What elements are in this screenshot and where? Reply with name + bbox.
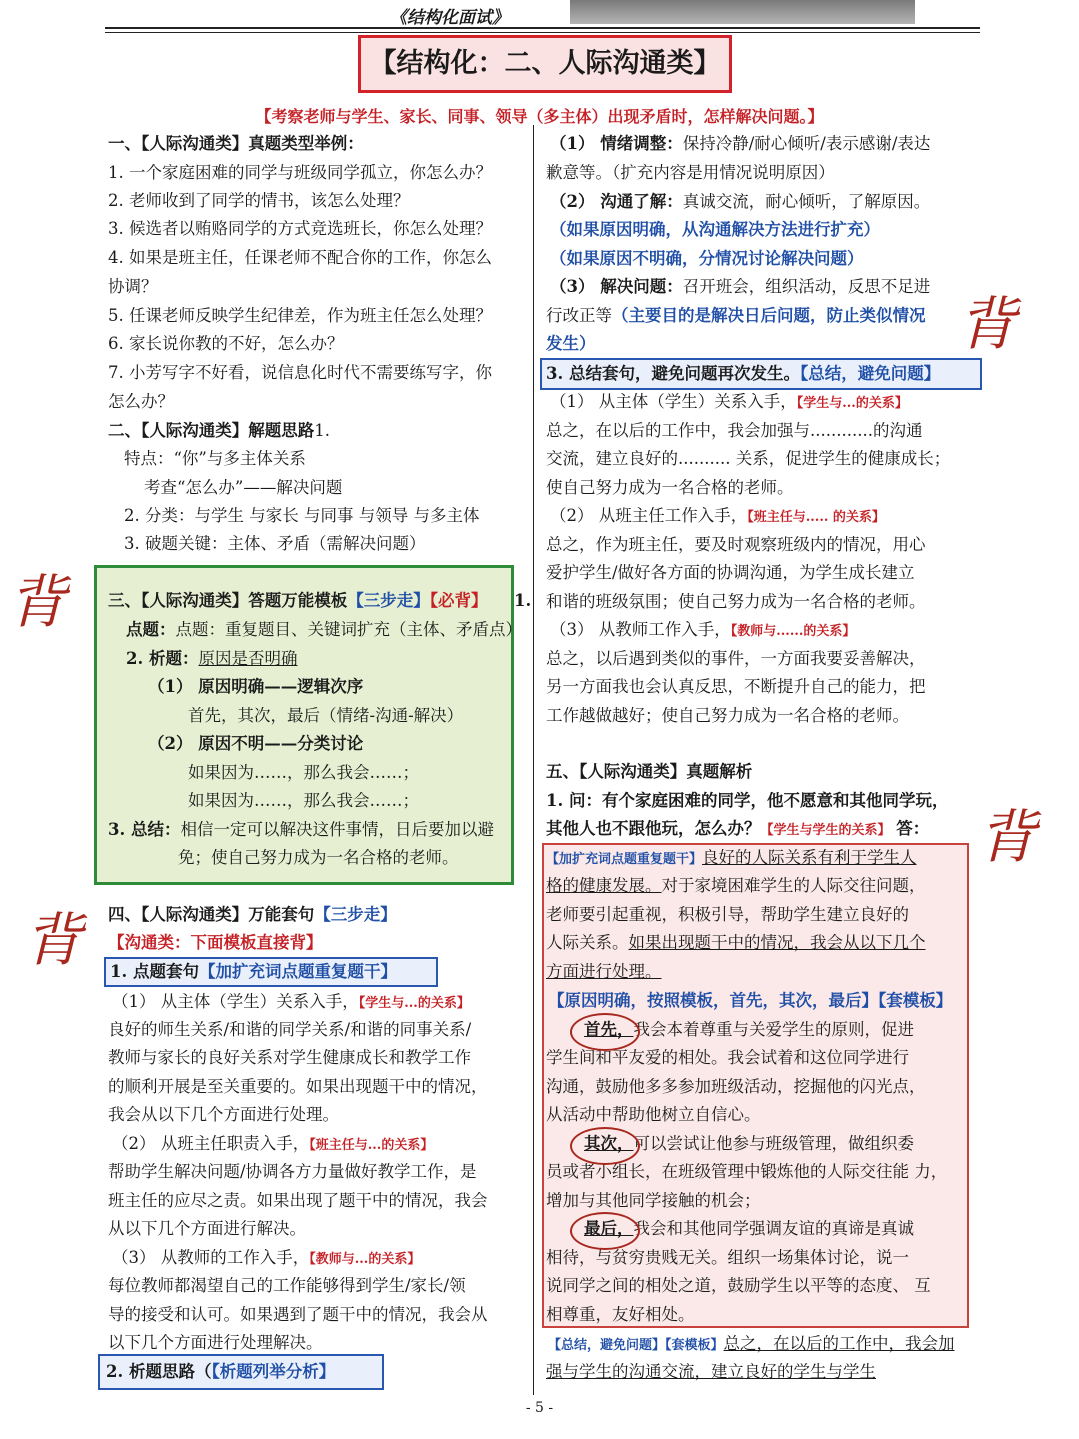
template-line: （2） 原因不明——分类讨论 — [148, 734, 364, 753]
page-title: 【结构化：二、人际沟通类】 — [358, 35, 732, 93]
page-number: - 5 - — [525, 1400, 554, 1416]
analysis-label: 2. 析题思路（【析题列举分析】 — [106, 1362, 336, 1381]
template-line: 点题：点题：重复题目、关键词扩充（主体、矛盾点） — [126, 620, 522, 639]
list-item: 2. 老师收到了同学的情书，该怎么处理？ — [108, 191, 410, 210]
para-line: 良好的师生关系/和谐的同学关系/和谐的同事关系/ — [108, 1020, 472, 1039]
answer-tag-line: 【原因明确，按照模板，首先，其次，最后】【套模板】 — [548, 991, 953, 1010]
point-sentence-label: 1. 点题套句【加扩充词点题重复题干】 — [110, 962, 397, 981]
section-3-title: 三、【人际沟通类】答题万能模板【三步走】【必背】 — [108, 591, 488, 610]
template-line: 免；使自己努力成为一名合格的老师。 — [178, 848, 459, 867]
template-line: 3. 总结：相信一定可以解决这件事情，日后要加以避 — [108, 820, 494, 839]
list-item: 7. 小芳写字不好看，说信息化时代不需要练写字，你 — [108, 363, 492, 382]
para-line: 我会从以下几个方面进行处理。 — [108, 1105, 339, 1124]
para-head: （3） 从教师的工作入手，【教师与...的关系】 — [112, 1248, 421, 1267]
para-line: 教师与家长的良好关系对学生健康成长和教学工作 — [108, 1048, 471, 1067]
step-line: 发生） — [546, 334, 596, 353]
handwritten-bei-mark: 背 — [24, 906, 83, 974]
step-line: 歉意等。（扩充内容是用情况说明原因） — [546, 163, 835, 182]
para-line: 每位教师都渴望自己的工作能够得到学生/家长/领 — [108, 1276, 466, 1295]
handwritten-circle — [570, 1127, 640, 1165]
handwritten-bei-mark: 背 — [8, 568, 67, 636]
answer-line: 【加扩充词点题重复题干】良好的人际关系有利于学生人 — [546, 848, 917, 867]
list-item: 协调？ — [108, 277, 158, 296]
template-line: 如果因为……，那么我会……； — [188, 763, 419, 782]
handwritten-bei-mark: 背 — [978, 803, 1037, 871]
section-2-line: 特点：“你”与多主体关系 — [124, 449, 306, 468]
handwritten-circle — [570, 1013, 640, 1051]
para-line: 从以下几个方面进行解决。 — [108, 1219, 306, 1238]
step-line: （如果原因不明确，分情况讨论解决问题） — [550, 249, 864, 268]
header-rule — [105, 27, 980, 33]
section-3-num: 1. — [514, 591, 532, 610]
answer-line: 首先，我会本着尊重与关爱学生的原则，促进 — [584, 1020, 914, 1039]
answer-line: 从活动中帮助他树立自信心。 — [546, 1105, 761, 1124]
step-line: 行改正等（主要目的是解决日后问题，防止类似情况 — [546, 306, 926, 325]
list-item: 6. 家长说你教的不好，怎么办？ — [108, 334, 344, 353]
template-line: 2. 析题：原因是否明确 — [126, 649, 298, 668]
question-line: 其他人也不跟他玩，怎么办？【学生与学生的关系】 答： — [546, 819, 930, 838]
para-head: （2） 从班主任工作入手，【班主任与..... 的关系】 — [550, 506, 885, 525]
para-line: 使自己努力成为一名合格的老师。 — [546, 478, 794, 497]
header-gray-bar — [570, 0, 915, 24]
para-head: （3） 从教师工作入手，【教师与......的关系】 — [550, 620, 856, 639]
para-line: 的顺利开展是至关重要的。如果出现题干中的情况， — [108, 1077, 488, 1096]
step-line: （2） 沟通了解：真诚交流，耐心倾听，了解原因。 — [550, 192, 931, 211]
section-1-title: 一、【人际沟通类】真题类型举例： — [108, 134, 364, 153]
answer-line: 人际关系。如果出现题干中的情况，我会从以下几个 — [546, 933, 926, 952]
para-line: 帮助学生解决问题/协调各方力量做好教学工作，是 — [108, 1162, 477, 1181]
answer-summary-line: 【总结，避免问题】【套模板】总之，在以后的工作中，我会加 — [548, 1334, 955, 1353]
para-line: 和谐的班级氛围；使自己努力成为一名合格的老师。 — [546, 592, 926, 611]
answer-line: 说同学之间的相处之道，鼓励学生以平等的态度、 互 — [546, 1276, 931, 1295]
section-4-note: 【沟通类：下面模板直接背】 — [108, 933, 323, 952]
para-head: （1） 从主体（学生）关系入手，【学生与...的关系】 — [112, 992, 470, 1011]
answer-line: 相尊重，友好相处。 — [546, 1305, 695, 1324]
para-line: 以下几个方面进行处理解决。 — [108, 1333, 323, 1352]
section-2-line: 2. 分类：与学生 与家长 与同事 与领导 与多主体 — [124, 506, 480, 525]
question-line: 1. 问：有个家庭困难的同学，他不愿意和其他同学玩， — [546, 791, 949, 810]
answer-line: 增加与其他同学接触的机会； — [546, 1191, 761, 1210]
handwritten-bei-mark: 背 — [958, 290, 1017, 358]
para-head: （2） 从班主任职责入手，【班主任与...的关系】 — [112, 1134, 434, 1153]
list-item: 怎么办？ — [108, 392, 174, 411]
para-line: 总之，以后遇到类似的事件，一方面我要妥善解决， — [546, 649, 926, 668]
answer-line: 方面进行处理。 — [546, 962, 662, 981]
para-line: 班主任的应尽之责。如果出现了题干中的情况，我会 — [108, 1191, 488, 1210]
para-line: 交流，建立良好的.......... 关系，促进学生的健康成长； — [546, 449, 951, 468]
step-line: （3） 解决问题：召开班会，组织活动，反思不足进 — [550, 277, 931, 296]
list-item: 5. 任课老师反映学生纪律差，作为班主任怎么处理？ — [108, 306, 492, 325]
template-line: 首先，其次，最后（情绪-沟通-解决） — [188, 706, 464, 725]
answer-line: 格的健康发展。对于家境困难学生的人际交往问题， — [546, 876, 926, 895]
step-line: （如果原因明确，从沟通解决方法进行扩充） — [550, 220, 880, 239]
answer-line: 沟通，鼓励他多多参加班级活动，挖掘他的闪光点， — [546, 1077, 926, 1096]
list-item: 3. 候选者以贿赂同学的方式竞选班长，你怎么处理？ — [108, 219, 492, 238]
answer-line: 其次，可以尝试让他参与班级管理，做组织委 — [584, 1134, 914, 1153]
subtitle: 【考察老师与学生、家长、同事、领导（多主体）出现矛盾时，怎样解决问题。】 — [255, 107, 824, 126]
list-item: 4. 如果是班主任，任课老师不配合你的工作，你怎么 — [108, 248, 492, 267]
para-line: 总之，在以后的工作中，我会加强与............的沟通 — [546, 421, 923, 440]
answer-line: 最后，我会和其他同学强调友谊的真谛是真诚 — [584, 1219, 914, 1238]
header-title: 《结构化面试》 — [390, 8, 509, 28]
handwritten-circle — [570, 1212, 640, 1250]
section-4-title: 四、【人际沟通类】万能套句【三步走】 — [108, 905, 397, 924]
template-line: 如果因为……，那么我会……； — [188, 791, 419, 810]
answer-summary-line: 强与学生的沟通交流，建立良好的学生与学生 — [546, 1362, 876, 1381]
para-head: （1） 从主体（学生）关系入手，【学生与...的关系】 — [550, 392, 908, 411]
answer-line: 学生间和平友爱的相处。我会试着和这位同学进行 — [546, 1048, 909, 1067]
section-5-title: 五、【人际沟通类】真题解析 — [546, 762, 753, 781]
answer-line: 老师要引起重视，积极引导，帮助学生建立良好的 — [546, 905, 909, 924]
answer-line: 员或者小组长，在班级管理中锻炼他的人际交往能 力， — [546, 1162, 948, 1181]
para-line: 工作越做越好；使自己努力成为一名合格的老师。 — [546, 706, 909, 725]
template-line: （1） 原因明确——逻辑次序 — [148, 677, 364, 696]
answer-line: 相待，与贫穷贵贱无关。组织一场集体讨论，说一 — [546, 1248, 909, 1267]
summary-label: 3. 总结套句，避免问题再次发生。【总结，避免问题】 — [546, 364, 941, 383]
section-2-line: 考查“怎么办”——解决问题 — [144, 478, 343, 497]
para-line: 导的接受和认可。如果遇到了题干中的情况，我会从 — [108, 1305, 488, 1324]
para-line: 总之，作为班主任，要及时观察班级内的情况，用心 — [546, 535, 926, 554]
para-line: 爱护学生/做好各方面的协调沟通，为学生成长建立 — [546, 563, 915, 582]
column-divider — [533, 125, 534, 1395]
section-2-line: 3. 破题关键：主体、矛盾（需解决问题） — [124, 534, 426, 553]
section-2-title: 二、【人际沟通类】解题思路1. — [108, 421, 330, 440]
list-item: 1. 一个家庭困难的同学与班级同学孤立，你怎么办？ — [108, 163, 492, 182]
para-line: 另一方面我也会认真反思，不断提升自己的能力，把 — [546, 677, 926, 696]
step-line: （1） 情绪调整：保持冷静/耐心倾听/表示感谢/表达 — [550, 134, 931, 153]
